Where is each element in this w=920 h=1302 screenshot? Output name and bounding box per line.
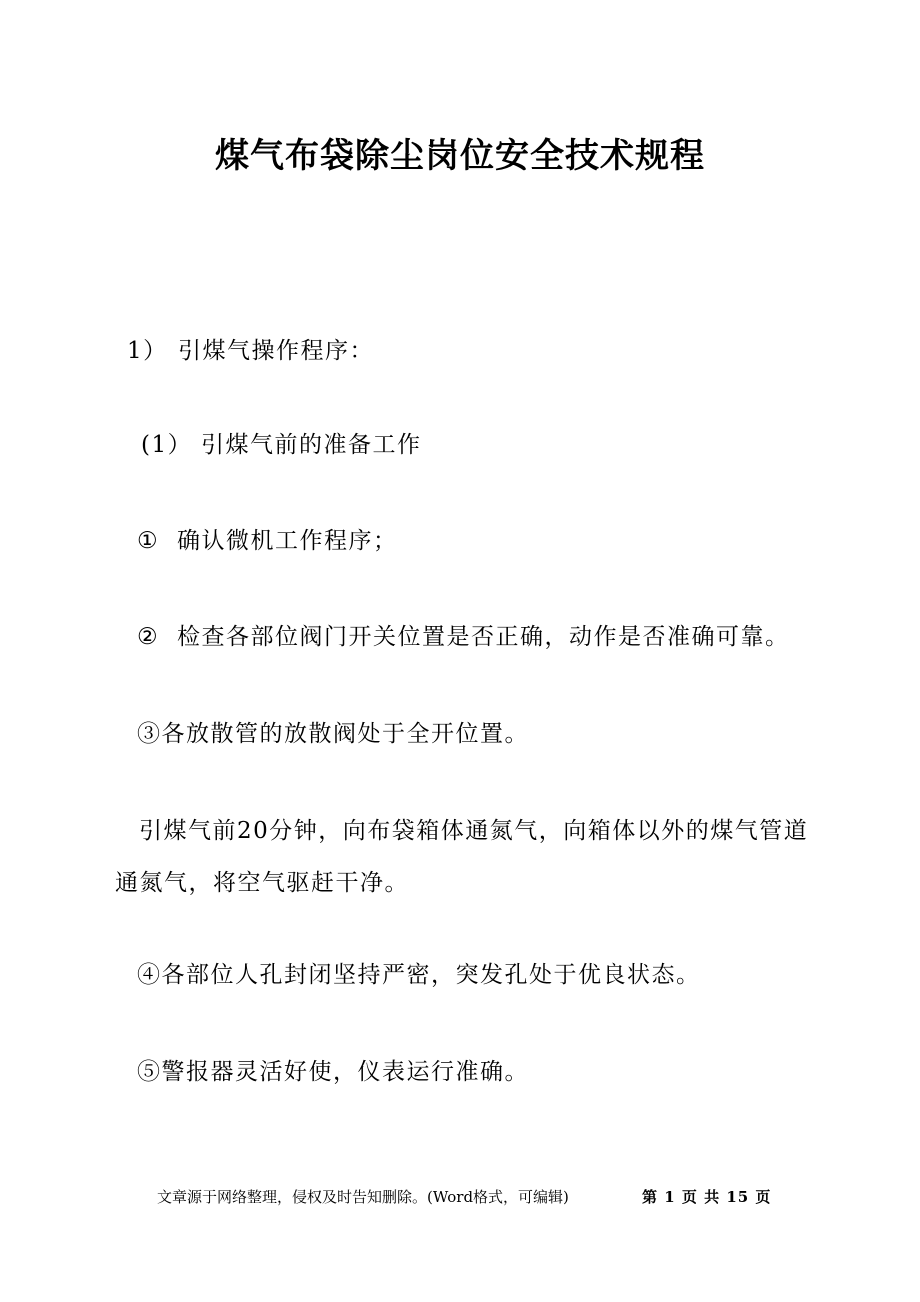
item-marker: ② xyxy=(137,624,160,650)
list-item xyxy=(137,717,529,751)
item-text: 确认微机工作程序； xyxy=(177,528,398,554)
item-text: 引煤气前的准备工作 xyxy=(201,432,422,458)
page-number: 第 1 页 共 15 页 xyxy=(642,1188,772,1206)
footer-note: 文章源于网络整理，侵权及时告知删除。(Word格式，可编辑) xyxy=(157,1188,569,1206)
item-marker: ① xyxy=(137,528,160,554)
item-marker: (1） xyxy=(141,432,193,458)
paragraph: 引煤气前20分钟，向布袋箱体通氮气，向箱体以外的煤气管道通氮气，将空气驱赶干净。 xyxy=(115,818,809,896)
item-text: 引煤气操作程序： xyxy=(178,338,374,364)
item-text: 检查各部位阀门开关位置是否正确，动作是否准确可靠。 xyxy=(177,624,790,650)
item-text: ⑤警报器灵活好使，仪表运行准确。 xyxy=(137,1059,529,1085)
list-item xyxy=(137,958,701,992)
item-marker: 1） xyxy=(127,338,168,364)
document-title: 煤气布袋除尘岗位安全技术规程 xyxy=(215,136,705,176)
item-text: ④各部位人孔封闭坚持严密，突发孔处于优良状态。 xyxy=(137,962,701,988)
list-item xyxy=(137,620,790,654)
item-text: ③各放散管的放散阀处于全开位置。 xyxy=(137,721,529,747)
list-item xyxy=(141,428,422,462)
list-item xyxy=(127,334,374,368)
list-item xyxy=(137,524,398,558)
list-item xyxy=(137,1055,529,1089)
